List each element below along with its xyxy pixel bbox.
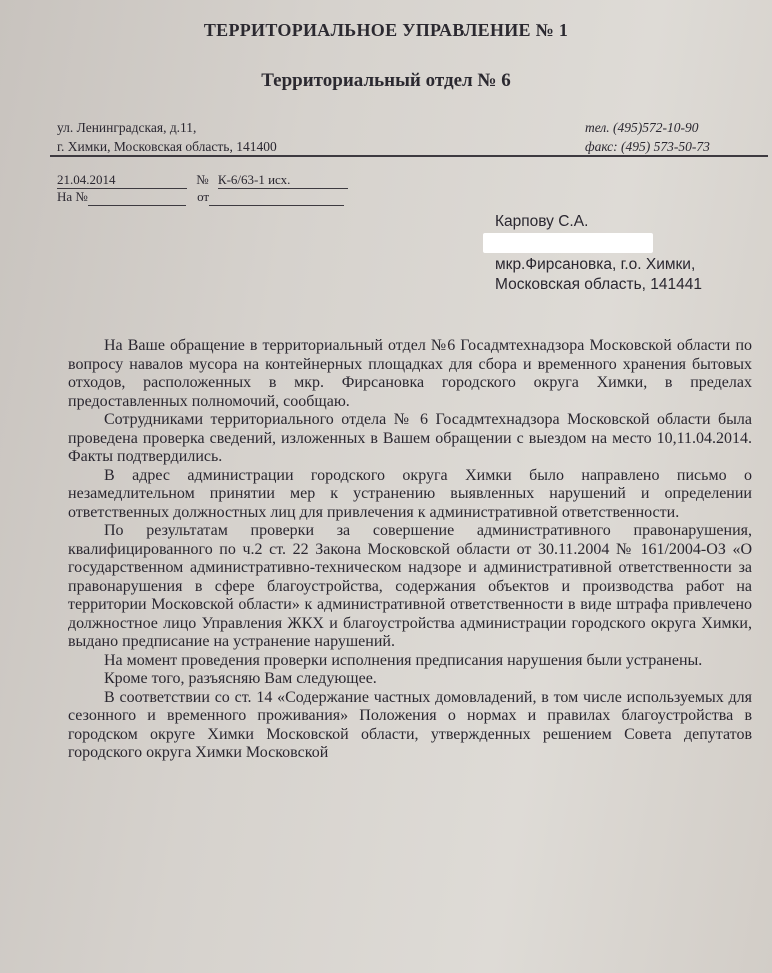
paragraph: На момент проведения проверки исполнения предписания нарушения были устранены. xyxy=(104,651,703,669)
paragraph: Сотрудниками территориального отдела № 6 Госадмтехнадзора Московской области была проведена проверка сведений, изложенных в Вашем обращении с выездом на место 10,11.04.2014. Факты подтвердились. xyxy=(68,411,752,465)
letter-body xyxy=(68,337,752,763)
outgoing-registration xyxy=(57,172,348,189)
outgoing-date: 21.04.2014 xyxy=(57,172,187,189)
reply-date-blank xyxy=(209,189,344,206)
reply-number-label: На № xyxy=(57,189,88,204)
paragraph: В соответствии со ст. 14 «Содержание частных домовладений, в том числе используемых для сезонного и временного проживания» Положения о нормах и правилах благоустройства в городском округе Химки Московской области, утвержденных решением Совета депутатов городского округа Химки Московской xyxy=(68,688,752,761)
sender-address xyxy=(57,118,277,156)
redacted-area xyxy=(483,233,653,253)
header-divider xyxy=(50,155,768,157)
reply-registration xyxy=(57,189,344,206)
paragraph: По результатам проверки за совершение административного правонарушения, квалифицированного по ч.2 ст. 22 Закона Московской области от 30.11.2004 № 161/2004-ОЗ «О государственном административно-техническом надзоре и административной ответственности за правонарушения в сфере благоустройства, содержания объектов и производства работ на территории Московской области» к административной ответственности в виде штрафа привлечено должностное лицо Управления ЖКХ и благоустройства администрации городского округа Химки, выдано предписание на устранение нарушений. xyxy=(68,522,752,650)
phone-number: тел. (495)572-10-90 xyxy=(585,120,699,135)
recipient-region: Московская область, 141441 xyxy=(495,276,703,293)
address-street: ул. Ленинградская, д.11, xyxy=(57,120,197,135)
organization-title: ТЕРРИТОРИАЛЬНОЕ УПРАВЛЕНИЕ № 1 xyxy=(203,20,569,40)
paragraph: На Ваше обращение в территориальный отдел №6 Госадмтехнадзора Московской области по вопросу навалов мусора на контейнерных площадках для сбора и временного хранения бытовых отходов, расположенных в мкр. Фирсановка городского округа Химки, в пределах предоставленных полномочий, сообщаю. xyxy=(68,337,752,410)
paragraph: В адрес администрации городского округа Химки было направлено письмо о незамедлительном принятии мер к устранению выявленных нарушений и определении ответственных должностных лиц для привлечения к административной ответственности. xyxy=(68,466,752,521)
number-label: № xyxy=(196,172,209,187)
recipient-district: мкр.Фирсановка, г.о. Химки, xyxy=(495,256,696,273)
sender-contacts xyxy=(585,118,710,156)
outgoing-number: К-6/63-1 исх. xyxy=(218,172,348,189)
fax-number: факс: (495) 573-50-73 xyxy=(585,139,710,154)
reply-date-label: от xyxy=(197,189,210,204)
department-title: Территориальный отдел № 6 xyxy=(261,70,511,91)
paragraph: Кроме того, разъясняю Вам следующее. xyxy=(104,670,377,687)
address-city: г. Химки, Московская область, 141400 xyxy=(57,139,277,154)
recipient-name: Карпову С.А. xyxy=(495,213,589,230)
reply-number-blank xyxy=(88,189,186,206)
